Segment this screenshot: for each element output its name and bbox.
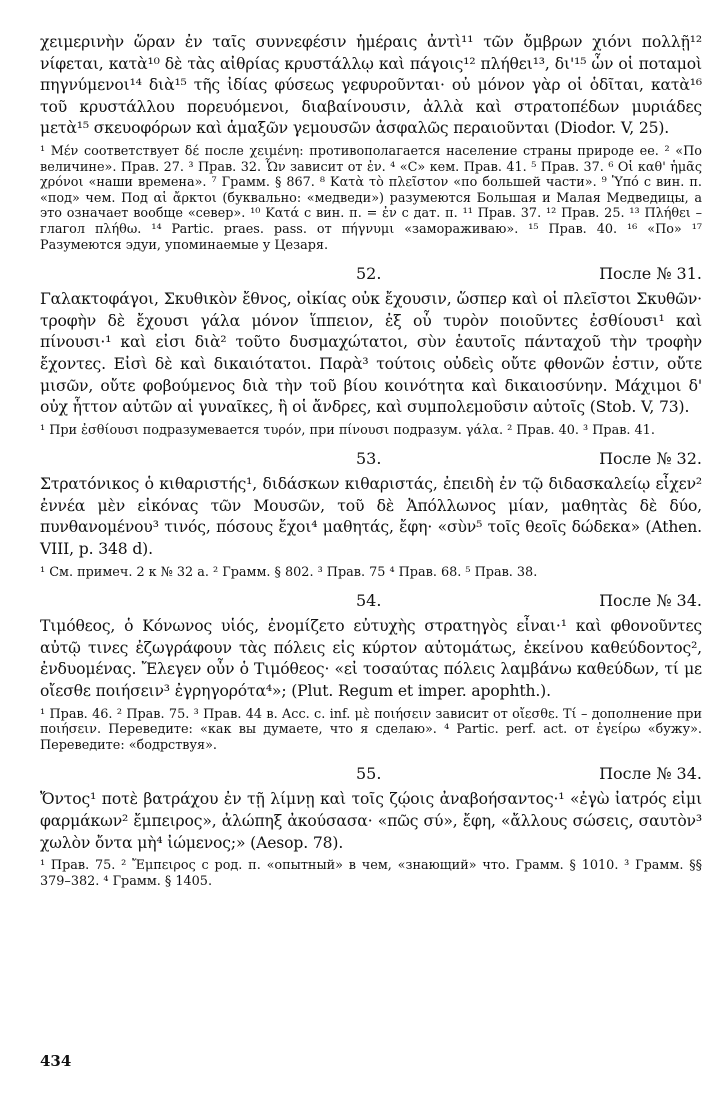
- section-reference: После № 32.: [599, 449, 702, 469]
- section-52: [40, 259, 702, 438]
- section-54: [40, 586, 702, 753]
- section-header: [40, 259, 702, 289]
- section-number: 53.: [356, 449, 382, 469]
- section-reference: После № 31.: [599, 264, 702, 284]
- footnotes: ¹ При ἐσθίουσι подразумевается τυρόν, при πίνουσι подразум. γάλα. ² Прав. 40. ³ Прав. 41.: [40, 422, 655, 438]
- greek-passage: Στρατόνικος ὁ κιθαριστής¹, διδάσκων κιθαριστάς, ἐπειδὴ ἐν τῷ διδασκαλείῳ εἶχεν² ἐννέα μὲν εἰκόνας τῶν Μουσῶν, τοῦ δὲ Ἀπόλλωνος μίαν, μαθητὰς δὲ δύο, πυνθανομένου³ τινός, πόσους ἔχοι⁴ μαθητάς, ἔφη· «σὺν⁵ τοῖς θεοῖς δώδεκα» (Athen. VIII, p. 348 d).: [40, 475, 702, 559]
- section-header: [40, 759, 702, 789]
- footnotes: ¹ См. примеч. 2 к № 32 а. ² Грамм. § 802. ³ Прав. 75 ⁴ Прав. 68. ⁵ Прав. 38.: [40, 564, 538, 580]
- section-number: 52.: [356, 264, 382, 284]
- section-header: [40, 444, 702, 474]
- greek-passage: Γαλακτοφάγοι, Σκυθικὸν ἔθνος, οἰκίας οὐκ ἔχουσιν, ὥσπερ καὶ οἱ πλεῖστοι Σκυθῶν· τροφὴν δὲ ἔχουσι γάλα μόνον ἵππειον, ἐξ οὗ τυρὸν ποιοῦντες ἐσθίουσι¹ καὶ πίνουσι·¹ καὶ εἰσι διὰ² τοῦτο δυσμαχώτατοι, σὺν ἑαυτοῖς πάνταχοῦ τὴν τροφὴν ἔχοντες. Εἰσὶ δὲ καὶ δικαιότατοι. Παρὰ³ τούτοις οὐδεὶς οὔτε φθονῶν ἐστιν, οὔτε μισῶν, οὔτε φοβούμενος διὰ τὴν τοῦ βίου κοινότητα καὶ δικαιοσύνην. Μάχιμοι δ' οὐχ ἧττον αὐτῶν αἱ γυναῖκες, ἢ οἱ ἄνδρες, καὶ συμπολεμοῦσιν αὐτοῖς (Stob. V, 73).: [40, 290, 702, 417]
- section-number: 54.: [356, 591, 382, 611]
- section-reference: После № 34.: [599, 764, 702, 784]
- greek-passage: Ὄντος¹ ποτὲ βατράχου ἐν τῇ λίμνῃ καὶ τοῖς ζῴοις ἀναβοήσαντος·¹ «ἐγὼ ἰατρός εἰμι φαρμάκων² ἔμπειρος», ἀλώπηξ ἀκούσασα· «πῶς σύ», ἔφη, «ἄλλους σώσεις, σαυτὸν³ χωλὸν ὄντα μὴ⁴ ἰώμενος;» (Aesop. 78).: [40, 790, 702, 852]
- greek-passage: χειμερινὴν ὥραν ἐν ταῖς συννεφέσιν ἡμέραις ἀντὶ¹¹ τῶν ὄμβρων χιόνι πολλῇ¹² νίφεται, κατὰ¹⁰ δὲ τὰς αἰθρίας κρυστάλλῳ καὶ πάγοις¹² πλήθει¹³, δι'¹⁵ ὧν οἱ ποταμοὶ πηγνύμενοι¹⁴ διὰ¹⁵ τῆς ἰδίας φύσεως γεφυροῦνται· οὐ μόνον γὰρ οἱ ὁδῖται, κατὰ¹⁶ τοῦ κρυστάλλου πορευόμενοι, διαβαίνουσιν, ἀλλὰ καὶ στρατοπέδων μυριάδες μετὰ¹⁵ σκευοφόρων καὶ ἁμαξῶν γεμουσῶν ἀσφαλῶς περαιοῦνται (Diodor. V, 25).: [40, 33, 702, 138]
- page-number: 434: [40, 1052, 72, 1070]
- section-55: [40, 759, 702, 889]
- section-53: [40, 444, 702, 580]
- section-reference: После № 34.: [599, 591, 702, 611]
- section-header: [40, 586, 702, 616]
- section-number: 55.: [356, 764, 382, 784]
- section-51-continuation: [40, 32, 702, 253]
- footnotes: ¹ Прав. 75. ² Ἔμπειρος с род. п. «опытный» в чем, «знающий» что. Грамм. § 1010. ³ Грамм. §§ 379–382. ⁴ Грамм. § 1405.: [40, 858, 702, 889]
- footnotes: ¹ Μέν соответствует δέ после χειμένη: противополагается население страны природе ее. ² «По величине». Прав. 27. ³ Прав. 32. Ὧν зависит от ἐν. ⁴ «С» кем. Прав. 41. ⁵ Прав. 37. ⁶ Οἱ καθ' ἡμᾶς χρόνοι «наши времена». ⁷ Грамм. § 867. ⁸ Κατὰ τὸ πλεῖστον «по большей части». ⁹ Ὑπό с вин. п. «под» чем. Под αἱ ἄρκτοι (буквально: «медведи») разумеются Большая и Малая Медведицы, а это означает вообще «север». ¹⁰ Κατά с вин. п. = ἐν с дат. п. ¹¹ Прав. 37. ¹² Прав. 25. ¹³ Πλήθει – глагол πλήθω. ¹⁴ Partic. praes. pass. от πήγνυμι «замораживаю». ¹⁵ Прав. 40. ¹⁶ «По» ¹⁷ Разумеются эдуи, упоминаемые у Цезаря.: [40, 143, 702, 253]
- greek-passage: Τιμόθεος, ὁ Κόνωνος υἱός, ἐνομίζετο εὐτυχὴς στρατηγὸς εἶναι·¹ καὶ φθονοῦντες αὐτῷ τινες ἐζωγράφουν τὰς πόλεις εἰς κύρτον αὐτομάτως, ἐκείνου καθεύδοντος², ἐνδυομένας. Ἔλεγεν οὖν ὁ Τιμόθεος· «εἰ τοσαύτας πόλεις λαμβάνω καθεύδων, τί με οἴεσθε ποιήσειν³ ἐγρηγορότα⁴»; (Plut. Regum et imper. apophth.).: [40, 617, 702, 701]
- footnotes: ¹ Прав. 46. ² Прав. 75. ³ Прав. 44 в. Acc. c. inf. μὲ ποιήσειν зависит от οἴεσθε. Τί – дополнение при ποιήσειν. Переведите: «как вы думаете, что я сделаю». ⁴ Partic. perf. act. от ἐγείρω «бужу». Переведите: «бодрствуя».: [40, 706, 702, 753]
